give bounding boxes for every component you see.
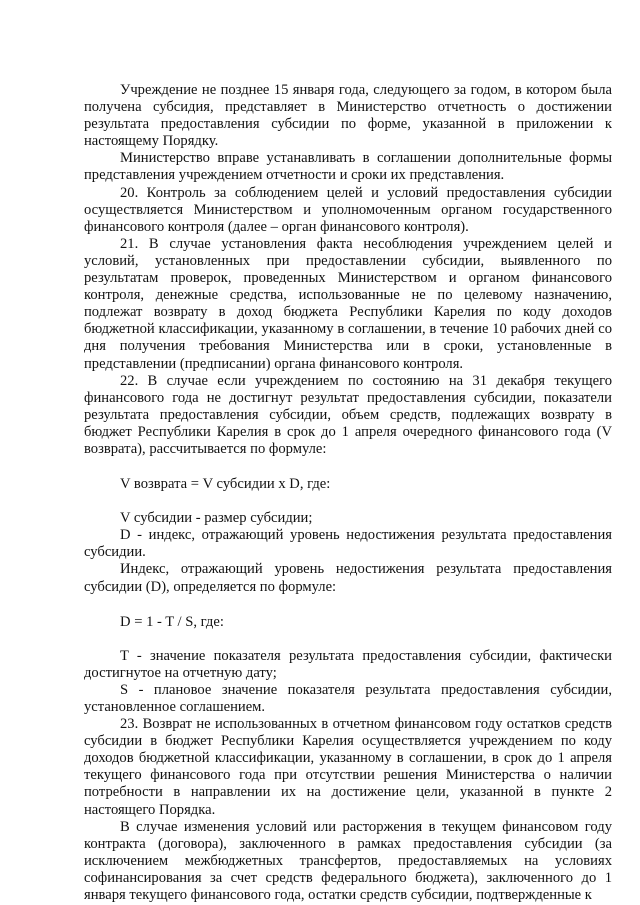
definition-v-subsidy: V субсидии - размер субсидии;	[120, 510, 313, 527]
definition-s-value: S - плановое значение показателя результата предоставления субсидии, установленное соглашением.	[84, 681, 612, 715]
paragraph-contract-change: В случае изменения условий или расторжения в текущем финансовом году контракта (договора), заключенного в рамках предоставления субсидии (за исключением межбюджетных трансфертов, предоставляемых на условиях софинансирования за счет средств федерального бюджета), заключенного до 1 января текущего финансового года, остатки средств субсидии, подтвержденные к	[84, 818, 612, 904]
definition-d-index: D - индекс, отражающий уровень недостижения результата предоставления субсидии.	[84, 527, 612, 561]
formula-v-return: V возврата = V субсидии x D, где:	[120, 476, 331, 493]
paragraph-d-formula-intro: Индекс, отражающий уровень недостижения результата предоставления субсидии (D), определяется по формуле:	[84, 561, 612, 595]
paragraph-report-deadline: Учреждение не позднее 15 января года, следующего за годом, в котором была получена субсидия, представляет в Министерство отчетность о достижении результата предоставления субсидии по форме, указанной в приложении к настоящему Порядку.	[84, 82, 612, 150]
paragraph-22-calculation: 22. В случае если учреждением по состоянию на 31 декабря текущего финансового года не достигнут результат предоставления субсидии, показатели результата предоставления субсидии, объем средств, подлежащих возврату в бюджет Республики Карелия в срок до 1 апреля очередного финансового года (V возврата), рассчитывается по формуле:	[84, 372, 612, 457]
formula-d-index: D = 1 - T / S, где:	[120, 613, 224, 630]
document-page	[84, 82, 612, 904]
paragraph-additional-forms: Министерство вправе устанавливать в соглашении дополнительные формы представления учреждением отчетности и сроки их представления.	[84, 150, 612, 184]
paragraph-21-return: 21. В случае установления факта несоблюдения учреждением целей и условий, установленных при предоставлении субсидии, выявленного по результатам проверок, проведенных Министерством и органом финансового контроля, денежные средства, использованные не по целевому назначению, подлежат возврату в доход бюджета Республики Карелия по коду доходов бюджетной классификации, указанному в соглашении, в течение 10 рабочих дней со дня получения требования Министерства или в сроки, установленные в представлении (предписании) органа финансового контроля.	[84, 235, 612, 372]
paragraph-23-unused-funds: 23. Возврат не использованных в отчетном финансовом году остатков средств субсидии в бюджет Республики Карелия осуществляется учреждением по коду доходов бюджетной классификации, указанному в соглашении, в срок до 1 апреля текущего финансового года при отсутствии решения Министерства о наличии потребности в направлении их на достижение цели, указанной в пункте 2 настоящего Порядка.	[84, 716, 612, 818]
paragraph-20-control: 20. Контроль за соблюдением целей и условий предоставления субсидии осуществляется Министерством и уполномоченным органом государственного финансового контроля (далее – орган финансового контроля).	[84, 184, 612, 235]
definition-t-value: T - значение показателя результата предоставления субсидии, фактически достигнутое на отчетную дату;	[84, 647, 612, 681]
